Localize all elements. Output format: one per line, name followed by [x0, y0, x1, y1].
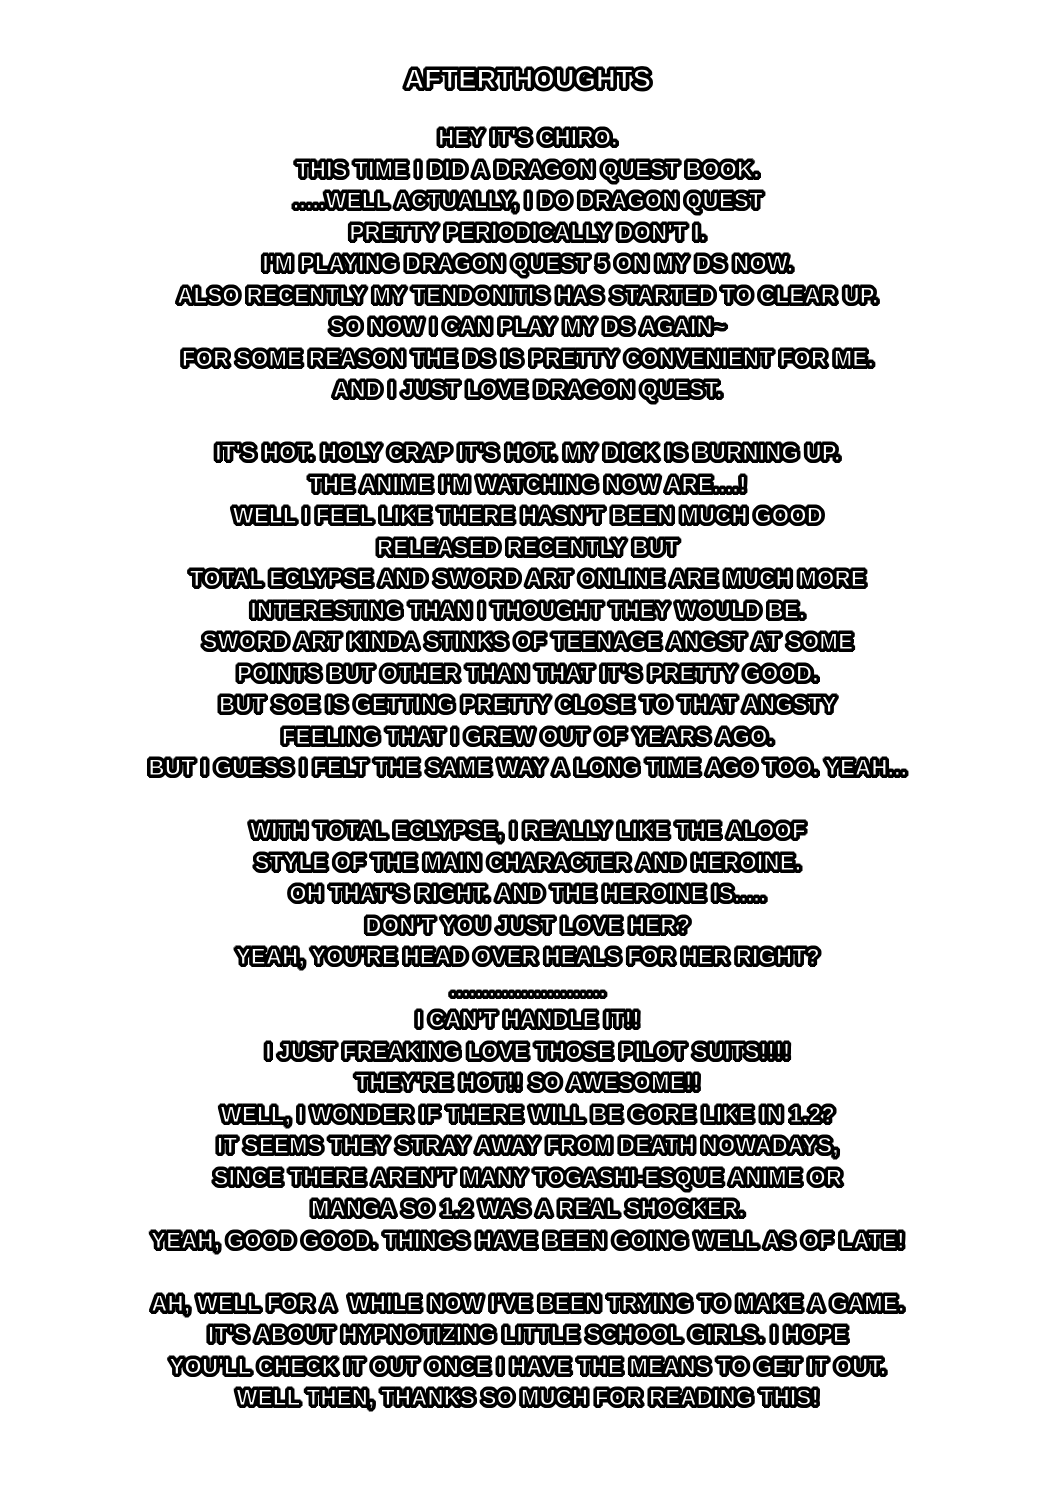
- text-line: ........................: [449, 975, 607, 1001]
- text-line: THE ANIME I'M WATCHING NOW ARE....!: [309, 471, 747, 497]
- text-line: THIS TIME I DID A DRAGON QUEST BOOK.: [296, 156, 760, 182]
- text-line: FOR SOME REASON THE DS IS PRETTY CONVENIENT FOR ME.: [181, 345, 875, 371]
- paragraph: [0, 122, 1056, 406]
- text-line: STYLE OF THE MAIN CHARACTER AND HEROINE.: [254, 849, 802, 875]
- text-line: IT'S ABOUT HYPNOTIZING LITTLE SCHOOL GIRLS. I HOPE: [207, 1322, 849, 1347]
- paragraph: [0, 1288, 1056, 1414]
- text-line: ALSO RECENTLY MY TENDONITIS HAS STARTED TO CLEAR UP.: [177, 282, 879, 308]
- text-line: WELL I FEEL LIKE THERE HASN'T BEEN MUCH GOOD: [232, 503, 824, 528]
- text-line: AND I JUST LOVE DRAGON QUEST.: [333, 377, 723, 402]
- text-line: IT SEEMS THEY STRAY AWAY FROM DEATH NOWADAYS,: [217, 1133, 839, 1158]
- text-line: THEY'RE HOT!! SO AWESOME!!: [355, 1070, 701, 1095]
- text-line: I JUST FREAKING LOVE THOSE PILOT SUITS!!!!: [265, 1038, 791, 1064]
- text-line: WITH TOTAL ECLYPSE, I REALLY LIKE THE ALOOF: [250, 818, 806, 843]
- text-line: POINTS BUT OTHER THAN THAT IT'S PRETTY GOOD.: [237, 660, 819, 686]
- text-line: TOTAL ECLYPSE AND SWORD ART ONLINE ARE MUCH MORE: [190, 566, 866, 591]
- text-line: INTERESTING THAN I THOUGHT THEY WOULD BE.: [250, 597, 806, 623]
- text-line: .....WELL ACTUALLY, I DO DRAGON QUEST: [293, 188, 763, 213]
- text-line: RELEASED RECENTLY BUT: [377, 534, 679, 560]
- text-line: YEAH, YOU'RE HEAD OVER HEALS FOR HER RIGHT?: [235, 944, 821, 969]
- paragraph: [0, 815, 1056, 1256]
- text-line: I CAN'T HANDLE IT!!: [415, 1007, 641, 1032]
- text-line: WELL THEN, THANKS SO MUCH FOR READING THIS!: [236, 1385, 820, 1410]
- text-line: WELL, I WONDER IF THERE WILL BE GORE LIKE IN 1.2?: [220, 1101, 836, 1127]
- text-line: I'M PLAYING DRAGON QUEST 5 ON MY DS NOW.: [262, 251, 794, 276]
- paragraph: [0, 437, 1056, 784]
- page-title: AFTERTHOUGHTS: [404, 64, 652, 94]
- text-line: PRETTY PERIODICALLY DON'T I.: [349, 219, 707, 245]
- text-line: MANGA SO 1.2 WAS A REAL SHOCKER.: [310, 1196, 746, 1221]
- text-line: SWORD ART KINDA STINKS OF TEENAGE ANGST AT SOME: [202, 629, 854, 654]
- text-line: YEAH, GOOD GOOD. THINGS HAVE BEEN GOING WELL AS OF LATE!: [151, 1227, 905, 1253]
- text-line: SO NOW I CAN PLAY MY DS AGAIN~: [329, 314, 727, 339]
- afterword-text: [0, 122, 1056, 1414]
- text-line: AH, WELL FOR A WHILE NOW I'VE BEEN TRYING TO MAKE A GAME.: [151, 1290, 905, 1316]
- text-line: BUT I GUESS I FELT THE SAME WAY A LONG TIME AGO TOO. YEAH...: [148, 755, 908, 780]
- text-line: HEY IT'S CHIRO.: [438, 125, 618, 150]
- text-line: OH THAT'S RIGHT. AND THE HEROINE IS.....: [289, 881, 767, 906]
- text-line: IT'S HOT. HOLY CRAP IT'S HOT. MY DICK IS BURNING UP.: [215, 440, 841, 465]
- text-line: DON'T YOU JUST LOVE HER?: [365, 912, 691, 938]
- text-line: BUT SOE IS GETTING PRETTY CLOSE TO THAT ANGSTY: [219, 692, 837, 717]
- text-line: YOU'LL CHECK IT OUT ONCE I HAVE THE MEANS TO GET IT OUT.: [169, 1353, 887, 1379]
- text-line: FEELING THAT I GREW OUT OF YEARS AGO.: [281, 723, 775, 749]
- text-line: SINCE THERE AREN'T MANY TOGASHI-ESQUE ANIME OR: [213, 1164, 843, 1190]
